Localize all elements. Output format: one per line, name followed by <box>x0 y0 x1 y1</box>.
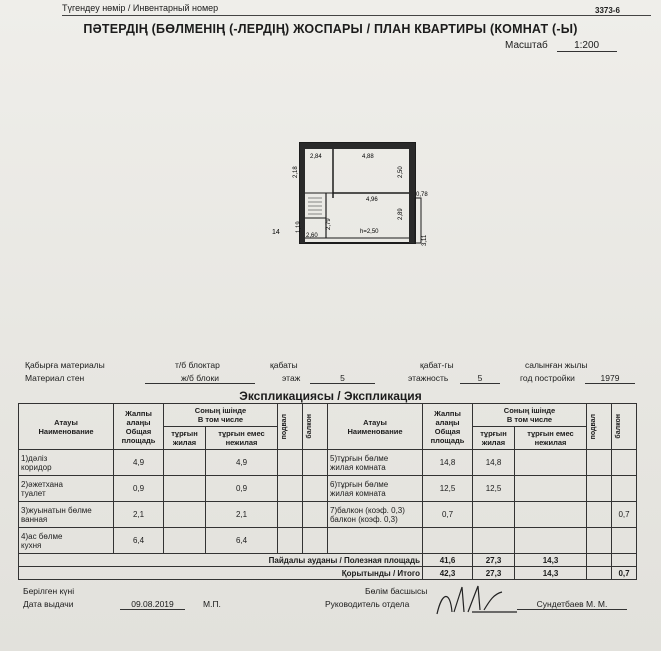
inventory-number: 3373-6 <box>595 6 620 15</box>
table-header-row <box>19 404 637 427</box>
explication-title: Экспликациясы / Экспликация <box>239 389 422 403</box>
dim-text: 1,19 <box>296 221 302 233</box>
room-name <box>328 528 423 554</box>
floor-value: 5 <box>310 373 375 384</box>
stair-hatch <box>308 198 322 214</box>
col-incl: Соның ішінде В том числе <box>473 404 587 427</box>
dim-text: 3,11 <box>422 234 428 246</box>
room-cellar <box>587 476 612 502</box>
room-nonliving: 2,1 <box>206 502 278 528</box>
dim-text: 2,18 <box>293 166 299 178</box>
room-name: 5)тұрғын бөлме жилая комната <box>328 450 423 476</box>
room-name: 4)ас бөлме кухня <box>19 528 114 554</box>
head-name: Сундетбаев М. М. <box>517 599 627 610</box>
grand-nonliving: 14,3 <box>515 567 587 580</box>
room-total: 2,1 <box>114 502 164 528</box>
room-nonliving <box>515 450 587 476</box>
flat-number: 14 <box>272 229 280 236</box>
useful-balcony <box>612 554 637 567</box>
building-meta <box>20 360 650 390</box>
col-cellar <box>278 404 303 450</box>
col-incl: Соның ішінде В том числе <box>164 404 278 427</box>
scale-value: 1:200 <box>557 40 617 52</box>
floor-plan <box>270 138 440 258</box>
room-balcony <box>612 450 637 476</box>
room-living <box>473 528 515 554</box>
issued-label-ru: Дата выдачи <box>23 599 74 609</box>
room-nonliving: 0,9 <box>206 476 278 502</box>
room-living <box>164 502 206 528</box>
scale-label: Масштаб <box>505 40 548 51</box>
room-balcony <box>303 502 328 528</box>
grand-total: 42,3 <box>423 567 473 580</box>
cellar-label: подвал <box>590 413 597 440</box>
room-total: 4,9 <box>114 450 164 476</box>
room-cellar <box>278 450 303 476</box>
room-total: 6,4 <box>114 528 164 554</box>
useful-total: 41,6 <box>423 554 473 567</box>
floor-plan-drawing <box>270 138 440 258</box>
col-living: тұрғын жилая <box>473 427 515 450</box>
head-label-ru: Руководитель отдела <box>325 599 410 609</box>
room-living <box>164 476 206 502</box>
room-cellar <box>278 528 303 554</box>
wall-label-ru: Материал стен <box>25 373 85 383</box>
grand-living: 27,3 <box>473 567 515 580</box>
useful-cellar <box>587 554 612 567</box>
head-label-kz: Бөлім басшысы <box>365 586 428 596</box>
room-balcony: 0,7 <box>612 502 637 528</box>
room-living <box>473 502 515 528</box>
top-wall <box>300 143 415 149</box>
explication-table <box>18 403 637 580</box>
room-nonliving: 6,4 <box>206 528 278 554</box>
floors-label-ru: этажность <box>408 373 449 383</box>
dim-text: 0,78 <box>416 192 428 198</box>
room-nonliving: 4,9 <box>206 450 278 476</box>
table-row <box>19 476 637 502</box>
room-living: 14,8 <box>473 450 515 476</box>
room-cellar <box>278 476 303 502</box>
right-wall <box>409 143 415 243</box>
col-total: Жалпы алаңы Общая площадь <box>423 404 473 450</box>
dim-text: 2,60 <box>306 233 318 239</box>
page-title: ПӘТЕРДІҢ (БӨЛМЕНІҢ (-ЛЕРДІҢ) ЖОСПАРЫ / ПЛАН КВАРТИРЫ (КОМНАТ (-Ы) <box>83 22 578 36</box>
useful-nonliving: 14,3 <box>515 554 587 567</box>
col-balcony <box>303 404 328 450</box>
room-balcony <box>612 476 637 502</box>
room-balcony <box>303 528 328 554</box>
floor-label-ru: этаж <box>282 373 301 383</box>
cellar-label: подвал <box>281 413 288 440</box>
wall-label-kz: Қабырға материалы <box>25 360 105 370</box>
wall-value-1: т/б блоктар <box>175 360 220 370</box>
dim-text: 4,96 <box>366 197 378 203</box>
grand-cellar <box>587 567 612 580</box>
room-name: 7)балкон (коэф. 0,3) балкон (коэф. 0,3) <box>328 502 423 528</box>
room-total: 14,8 <box>423 450 473 476</box>
room-name: 3)жуынатын бөлме ванная <box>19 502 114 528</box>
table-row <box>19 450 637 476</box>
scale <box>505 40 617 52</box>
room-nonliving <box>515 528 587 554</box>
balcony-label: балкон <box>306 414 313 439</box>
room-living <box>164 528 206 554</box>
col-total: Жалпы алаңы Общая площадь <box>114 404 164 450</box>
balcony-label: балкон <box>615 414 622 439</box>
room-cellar <box>587 450 612 476</box>
wall-value-2: ж/б блоки <box>145 373 255 384</box>
room-cellar <box>587 502 612 528</box>
ceiling-height: h=2,50 <box>360 229 379 235</box>
room-cellar <box>278 502 303 528</box>
grand-balcony: 0,7 <box>612 567 637 580</box>
room-total: 0,9 <box>114 476 164 502</box>
room-name: 1)дәліз коридор <box>19 450 114 476</box>
col-name: Атауы Наименование <box>328 404 423 450</box>
room-total <box>423 528 473 554</box>
dim-text: 2,84 <box>310 154 322 160</box>
room-total: 0,7 <box>423 502 473 528</box>
room-balcony <box>303 476 328 502</box>
inventory-label: Түгендеу нөмір / Инвентарный номер <box>62 3 219 13</box>
floors-value: 5 <box>460 373 500 384</box>
signature <box>432 582 522 622</box>
dim-text: 2,89 <box>398 208 404 220</box>
col-nonliving: тұрғын емес нежилая <box>515 427 587 450</box>
table-row <box>19 528 637 554</box>
room-nonliving <box>515 476 587 502</box>
col-nonliving: тұрғын емес нежилая <box>206 427 278 450</box>
footer <box>20 586 650 646</box>
room-name: 2)әжетхана туалет <box>19 476 114 502</box>
table-row <box>19 502 637 528</box>
issued-label-kz: Берілген күні <box>23 586 75 596</box>
issue-date: 09.08.2019 <box>120 599 185 610</box>
col-cellar <box>587 404 612 450</box>
room-name: 6)тұрғын бөлме жилая комната <box>328 476 423 502</box>
col-name: Атауы Наименование <box>19 404 114 450</box>
inventory-line <box>0 0 661 20</box>
year-label-kz: салынған жылы <box>525 360 588 370</box>
room-balcony <box>612 528 637 554</box>
year-label-ru: год постройки <box>520 373 575 383</box>
room-total: 12,5 <box>423 476 473 502</box>
room-living: 12,5 <box>473 476 515 502</box>
floors-label-kz: қабат-гы <box>420 360 454 370</box>
stamp-place: М.П. <box>203 599 221 609</box>
useful-living: 27,3 <box>473 554 515 567</box>
dim-text: 4,88 <box>362 154 374 160</box>
room-living <box>164 450 206 476</box>
useful-area-row <box>19 554 637 567</box>
total-label: Қорытынды / Итого <box>19 567 423 580</box>
dim-text: 2,50 <box>398 166 404 178</box>
inventory-rule <box>62 15 651 16</box>
total-row <box>19 567 637 580</box>
room-balcony <box>303 450 328 476</box>
col-balcony <box>612 404 637 450</box>
dim-text: 2,79 <box>326 218 332 230</box>
floor-label-kz: қабаты <box>270 360 298 370</box>
year-value: 1979 <box>585 373 635 384</box>
room-cellar <box>587 528 612 554</box>
room-nonliving <box>515 502 587 528</box>
useful-area-label: Пайдалы ауданы / Полезная площадь <box>19 554 423 567</box>
col-living: тұрғын жилая <box>164 427 206 450</box>
